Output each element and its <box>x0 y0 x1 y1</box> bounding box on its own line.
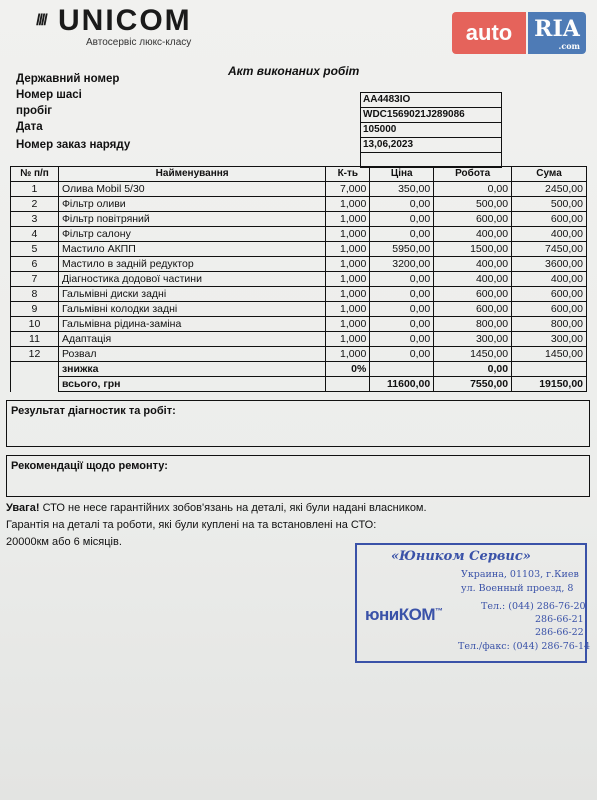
col-header-no: № п/п <box>11 167 59 182</box>
cell-no: 2 <box>11 197 59 212</box>
cell-price: 0,00 <box>370 227 434 242</box>
total-price: 11600,00 <box>370 377 434 392</box>
stamp-address-1: Украина, 01103, г.Киев <box>461 569 579 580</box>
cell-sum: 1450,00 <box>512 347 587 362</box>
stamp-phone-3: 286-66-22 <box>535 627 584 638</box>
cell-name: Гальмівна рідина-заміна <box>58 317 325 332</box>
warranty-term: 20000км або 6 місяців. <box>6 536 122 548</box>
cell-work: 600,00 <box>434 302 512 317</box>
cell-work: 400,00 <box>434 227 512 242</box>
cell-work: 600,00 <box>434 287 512 302</box>
cell-work: 400,00 <box>434 257 512 272</box>
cell-no: 9 <box>11 302 59 317</box>
cell-work: 1500,00 <box>434 242 512 257</box>
table-row <box>11 272 587 287</box>
work-items-table <box>10 166 587 392</box>
cell-sum: 800,00 <box>512 317 587 332</box>
cell-qty: 1,000 <box>326 212 370 227</box>
cell-qty: 1,000 <box>326 272 370 287</box>
cell-no: 7 <box>11 272 59 287</box>
recommendations-title: Рекомендації щодо ремонту: <box>11 460 168 472</box>
cell-name: Розвал <box>58 347 325 362</box>
table-row <box>11 227 587 242</box>
cell-price: 0,00 <box>370 347 434 362</box>
stamp-title: «Юником Сервис» <box>391 549 531 564</box>
cell-price: 0,00 <box>370 317 434 332</box>
cell-sum: 400,00 <box>512 272 587 287</box>
field-value-chassis: WDC1569021J289086 <box>361 108 501 123</box>
table-row <box>11 332 587 347</box>
table-row <box>11 287 587 302</box>
total-label: всього, грн <box>58 377 325 392</box>
cell-name: Гальмівні колодки задні <box>58 302 325 317</box>
table-row <box>11 242 587 257</box>
table-row <box>11 317 587 332</box>
diagnostics-results-title: Результат діагностик та робіт: <box>11 405 176 417</box>
cell-qty: 1,000 <box>326 317 370 332</box>
total-row <box>11 377 587 392</box>
cell-no: 11 <box>11 332 59 347</box>
warning-text: СТО не несе гарантійних зобов'язань на деталі, які були надані власником. <box>39 502 427 514</box>
cell-name: Фільтр повітряний <box>58 212 325 227</box>
cell-work: 500,00 <box>434 197 512 212</box>
cell-sum: 600,00 <box>512 212 587 227</box>
warranty-line: Гарантія на деталі та роботи, які були куплені на та встановлені на СТО: <box>6 519 377 531</box>
cell-name: Адаптація <box>58 332 325 347</box>
cell-no: 8 <box>11 287 59 302</box>
watermark-auto: auto <box>452 12 526 54</box>
cell-no: 4 <box>11 227 59 242</box>
stamp-address-2: ул. Военный проезд, 8 <box>461 583 574 594</box>
col-header-work: Робота <box>434 167 512 182</box>
document-title: Акт виконаних робіт <box>228 64 360 78</box>
stamp-phone-2: 286-66-21 <box>535 614 584 625</box>
cell-price: 5950,00 <box>370 242 434 257</box>
cell-sum: 400,00 <box>512 227 587 242</box>
cell-work: 300,00 <box>434 332 512 347</box>
watermark-suffix: .com <box>558 41 580 51</box>
table-row <box>11 257 587 272</box>
field-value-order-number <box>361 153 501 167</box>
table-row <box>11 212 587 227</box>
cell-qty: 1,000 <box>326 242 370 257</box>
table-row <box>11 347 587 362</box>
cell-sum: 7450,00 <box>512 242 587 257</box>
cell-qty: 7,000 <box>326 182 370 197</box>
cell-qty: 1,000 <box>326 302 370 317</box>
cell-sum: 3600,00 <box>512 257 587 272</box>
cell-qty: 1,000 <box>326 287 370 302</box>
table-row <box>11 182 587 197</box>
cell-qty: 1,000 <box>326 347 370 362</box>
warning-line <box>6 500 486 517</box>
logo-tagline: Автосервіс люкс-класу <box>86 37 192 48</box>
discount-label: знижка <box>58 362 325 377</box>
cell-sum: 600,00 <box>512 302 587 317</box>
field-label-plate: Державний номер <box>16 73 120 85</box>
cell-name: Мастило АКПП <box>58 242 325 257</box>
stamp-logo-text: юниКОМ <box>365 605 435 624</box>
vehicle-info-box <box>360 92 502 168</box>
watermark-ria <box>528 12 586 54</box>
cell-no: 6 <box>11 257 59 272</box>
col-header-name: Найменування <box>58 167 325 182</box>
unicom-logo <box>36 4 226 48</box>
cell-price: 0,00 <box>370 302 434 317</box>
cell-price: 350,00 <box>370 182 434 197</box>
cell-name: Фільтр оливи <box>58 197 325 212</box>
cell-name: Олива Mobil 5/30 <box>58 182 325 197</box>
discount-percent: 0% <box>326 362 370 377</box>
diagnostics-results-box <box>6 400 590 447</box>
col-header-sum: Сума <box>512 167 587 182</box>
discount-work: 0,00 <box>434 362 512 377</box>
cell-qty: 1,000 <box>326 332 370 347</box>
cell-price: 0,00 <box>370 272 434 287</box>
cell-no: 10 <box>11 317 59 332</box>
autoria-watermark <box>452 12 586 54</box>
cell-work: 1450,00 <box>434 347 512 362</box>
field-label-date: Дата <box>16 121 43 133</box>
total-sum: 19150,00 <box>512 377 587 392</box>
cell-work: 800,00 <box>434 317 512 332</box>
stamp-logo <box>365 605 443 625</box>
cell-name: Фільтр салону <box>58 227 325 242</box>
cell-work: 600,00 <box>434 212 512 227</box>
cell-no: 12 <box>11 347 59 362</box>
cell-sum: 300,00 <box>512 332 587 347</box>
table-row <box>11 302 587 317</box>
field-value-mileage: 105000 <box>361 123 501 138</box>
cell-no: 1 <box>11 182 59 197</box>
cell-no: 5 <box>11 242 59 257</box>
cell-name: Гальмівні диски задні <box>58 287 325 302</box>
company-stamp <box>355 543 591 663</box>
cell-name: Мастило в задній редуктор <box>58 257 325 272</box>
field-label-mileage: пробіг <box>16 105 53 117</box>
warning-bold: Увага! <box>6 502 40 514</box>
col-header-qty: К-ть <box>326 167 370 182</box>
field-value-plate: AA4483IO <box>361 93 501 108</box>
table-row <box>11 197 587 212</box>
stamp-logo-mark: ™ <box>435 606 443 616</box>
discount-row <box>11 362 587 377</box>
cell-no: 3 <box>11 212 59 227</box>
watermark-ria-text: RIA <box>534 16 580 42</box>
field-label-order-number: Номер заказ наряду <box>16 139 131 151</box>
total-work: 7550,00 <box>434 377 512 392</box>
cell-price: 3200,00 <box>370 257 434 272</box>
cell-sum: 600,00 <box>512 287 587 302</box>
logo-wordmark: UNICOM <box>58 4 192 37</box>
field-label-chassis: Номер шасі <box>16 89 82 101</box>
cell-qty: 1,000 <box>326 227 370 242</box>
cell-work: 0,00 <box>434 182 512 197</box>
cell-qty: 1,000 <box>326 197 370 212</box>
cell-sum: 2450,00 <box>512 182 587 197</box>
cell-name: Діагностика додової частини <box>58 272 325 287</box>
stamp-phone-1: Тел.: (044) 286-76-20 <box>481 601 586 612</box>
cell-price: 0,00 <box>370 287 434 302</box>
table-header-row <box>11 167 587 182</box>
cell-price: 0,00 <box>370 212 434 227</box>
stamp-fax: Тел./факс: (044) 286-76-14 <box>458 641 591 652</box>
col-header-price: Ціна <box>370 167 434 182</box>
logo-slashes-icon: //// <box>36 12 46 29</box>
cell-price: 0,00 <box>370 332 434 347</box>
cell-sum: 500,00 <box>512 197 587 212</box>
cell-price: 0,00 <box>370 197 434 212</box>
recommendations-box <box>6 455 590 497</box>
cell-work: 400,00 <box>434 272 512 287</box>
field-value-date: 13,06,2023 <box>361 138 501 153</box>
cell-qty: 1,000 <box>326 257 370 272</box>
